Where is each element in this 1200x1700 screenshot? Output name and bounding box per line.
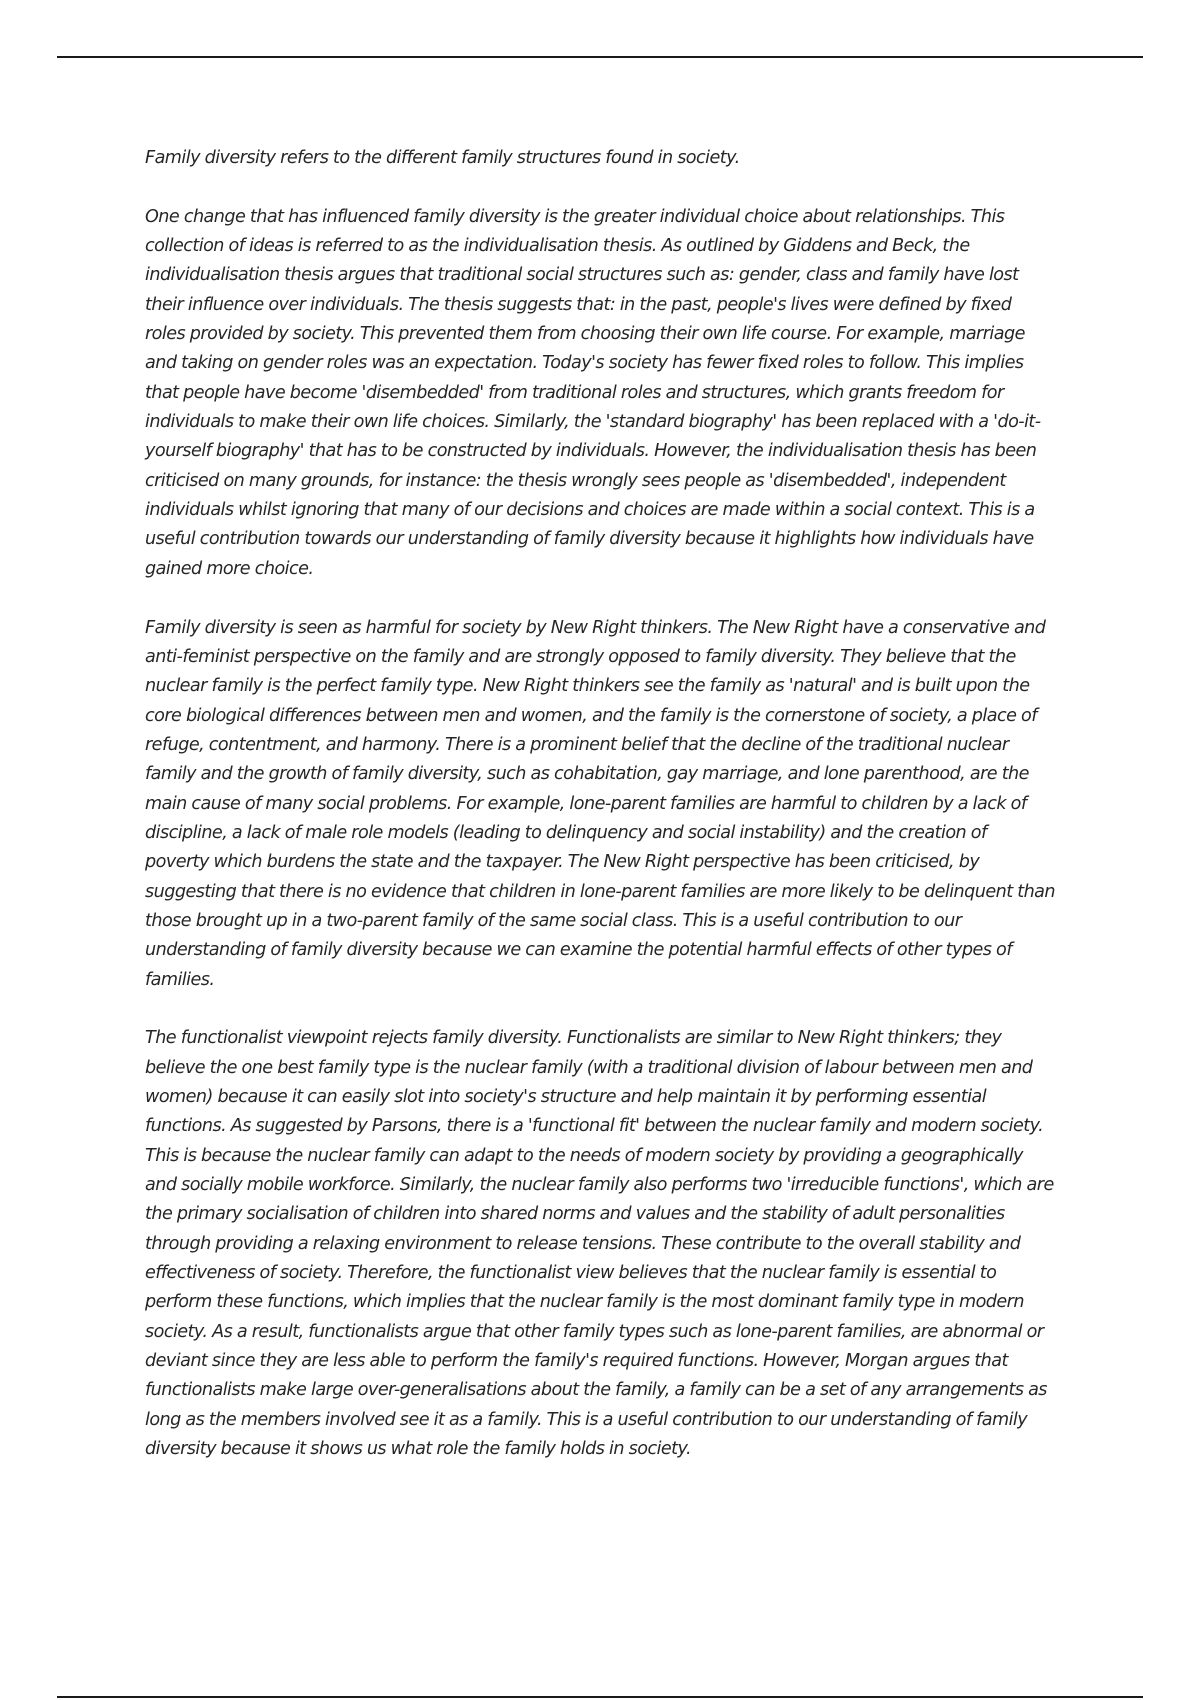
document-body: [145, 144, 1055, 1464]
header-rule: [57, 56, 1143, 58]
paragraph-new-right: Family diversity is seen as harmful for society by New Right thinkers. The New Right have a conservative and anti-feminist perspective on the family and are strongly opposed to family diversity. They believe that the nuclear family is the perfect family type. New Right thinkers see the family as 'natural' and is built upon the core biological differences between men and women, and the family is the cornerstone of society, a place of refuge, contentment, and harmony. There is a prominent belief that the decline of the traditional nuclear family and the growth of family diversity, such as cohabitation, gay marriage, and lone parenthood, are the main cause of many social problems. For example, lone-parent families are harmful to children by a lack of discipline, a lack of male role models (leading to delinquency and social instability) and the creation of poverty which burdens the state and the taxpayer. The New Right perspective has been criticised, by suggesting that there is no evidence that children in lone-parent families are more likely to be delinquent than those brought up in a two-parent family of the same social class. This is a useful contribution to our understanding of family diversity because we can examine the potential harmful effects of other types of families.: [145, 617, 1055, 990]
paragraph-functionalist: The functionalist viewpoint rejects family diversity. Functionalists are similar to New Right thinkers; they believe the one best family type is the nuclear family (with a traditional division of labour between men and women) because it can easily slot into society's structure and help maintain it by performing essential functions. As suggested by Parsons, there is a 'functional fit' between the nuclear family and modern society. This is because the nuclear family can adapt to the needs of modern society by providing a geographically and socially mobile workforce. Similarly, the nuclear family also performs two 'irreducible functions', which are the primary socialisation of children into shared norms and values and the stability of adult personalities through providing a relaxing environment to release tensions. These contribute to the overall stability and effectiveness of society. Therefore, the functionalist view believes that the nuclear family is essential to perform these functions, which implies that the nuclear family is the most dominant family type in modern society. As a result, functionalists argue that other family types such as lone-parent families, are abnormal or deviant since they are less able to perform the family's required functions. However, Morgan argues that functionalists make large over-generalisations about the family, a family can be a set of any arrangements as long as the members involved see it as a family. This is a useful contribution to our understanding of family diversity because it shows us what role the family holds in society.: [145, 1028, 1054, 1460]
footer-rule: [57, 1696, 1143, 1698]
paragraph-definition: Family diversity refers to the different family structures found in society.: [145, 148, 740, 168]
paragraph-individualisation: One change that has influenced family diversity is the greater individual choice about relationships. This collection of ideas is referred to as the individualisation thesis. As outlined by Giddens and Beck, the individualisation thesis argues that traditional social structures such as: gender, class and family have lost their influence over individuals. The thesis suggests that: in the past, people's lives were defined by fixed roles provided by society. This prevented them from choosing their own life course. For example, marriage and taking on gender roles was an expectation. Today's society has fewer fixed roles to follow. This implies that people have become 'disembedded' from traditional roles and structures, which grants freedom for individuals to make their own life choices. Similarly, the 'standard biography' has been replaced with a 'do-it-yourself biography' that has to be constructed by individuals. However, the individualisation thesis has been criticised on many grounds, for instance: the thesis wrongly sees people as 'disembedded', independent individuals whilst ignoring that many of our decisions and choices are made within a social context. This is a useful contribution towards our understanding of family diversity because it highlights how individuals have gained more choice.: [145, 206, 1041, 579]
